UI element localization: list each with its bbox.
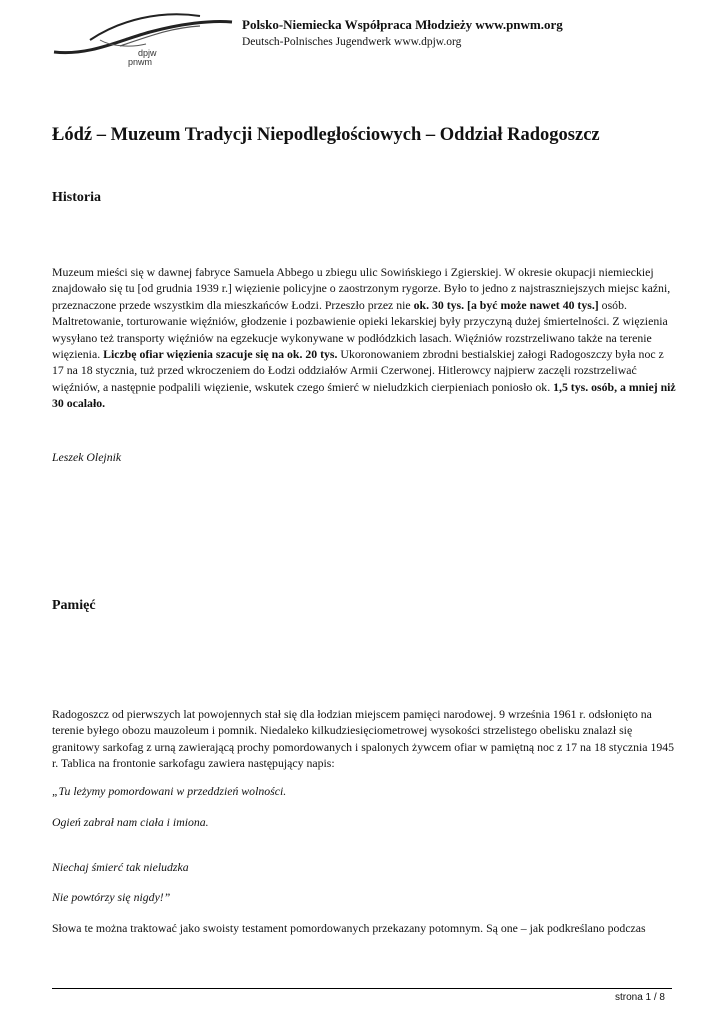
page-title: Łódź – Muzeum Tradycji Niepodległościowych – Oddział Radogoszcz [52,125,600,145]
page-number: strona 1 / 8 [614,992,665,1003]
pamiec-paragraph: Radogoszcz od pierwszych lat powojennych stał się dla łodzian miejscem pamięci narodowej. 9 września 1961 r. odsłonięto na terenie byłego obozu mauzoleum i pomnik. Niedaleko kilkudziesięciometrowej wysokości strzelistego obelisku znalazł się granitowy sarkofag z urną zawierającą prochy pomordowanych i spalonych żywcem ofiar w pamiętną noc z 17 na 18 stycznia 1945 r. Tablica na frontonie sarkofagu zawiera następujący napis: [52,707,675,771]
inscription-line-2: Ogień zabrał nam ciała i imiona. [52,815,209,829]
text-run: Ukoronowaniem zbrodni bestialskiej załogi Radogoszczy była noc z 17 na 18 stycznia, tuż przed wkroczeniem do Łodzi oddziałów Armii Czerwonej. Hitlerowcy najpierw zaczęli rozstrzeliwać więźniów, a następnie podpalili więzienie, wskutek czego śmierć w nieludzkich cierpieniach poniosło ok. [52,347,664,394]
historia-paragraph [52,264,677,412]
inscription-line-4: Nie powtórzy się nigdy!” [52,890,171,904]
section-heading-pamiec: Pamięć [52,598,96,613]
footer-divider [52,988,672,989]
inscription-line-1: „Tu leżymy pomordowani w przeddzień wolności. [52,784,287,798]
logo-text-dpjw: dpjw [138,48,157,58]
org-line-polish: Polsko-Niemiecka Współpraca Młodzieży www.pnwm.org [242,17,563,32]
author-name: Leszek Olejnik [52,450,122,464]
bold-run-victims-estimate: Liczbę ofiar więzienia szacuje się na ok. 20 tys. [103,347,338,362]
inscription-line-3: Niechaj śmierć tak nieludzka [52,860,189,874]
org-line-german: Deutsch-Polnisches Jugendwerk www.dpjw.org [242,36,462,48]
text-run: osób. Maltretowanie, torturowanie więźniów, głodzenie i pozbawienie opieki lekarskiej były przyczyną dużej śmiertelności. Z więzienia wysyłano też transporty więźniów na egzekucje wykonywane w podłódzkich lasach. Więźniów rozstrzeliwano także na terenie więzienia. [52,297,668,362]
text-run: Muzeum mieści się w dawnej fabryce Samuela Abbego u zbiegu ulic Sowińskiego i Zgierskiej. W okresie okupacji niemieckiej znajdowało się tu [od grudnia 1939 r.] więzienie policyjne o zaostrzonym rygorze. Było to jedno z najstraszniejszych miejsc kaźni, przeznaczone przede wszystkim dla mieszkańców Łodzi. Przeszło przez nie [52,265,671,312]
logo [50,10,235,72]
pamiec-paragraph-2: Słowa te można traktować jako swoisty testament pomordowanych przekazany potomnym. Są one – jak podkreślano podczas [52,921,646,935]
logo-text-pnwm: pnwm [128,57,153,67]
bold-run-survivors: 1,5 tys. osób, a mniej niż 30 ocalało. [52,379,676,411]
section-heading-historia: Historia [52,190,101,205]
bold-run-victims-passed: ok. 30 tys. [a być może nawet 40 tys.] [413,297,599,312]
